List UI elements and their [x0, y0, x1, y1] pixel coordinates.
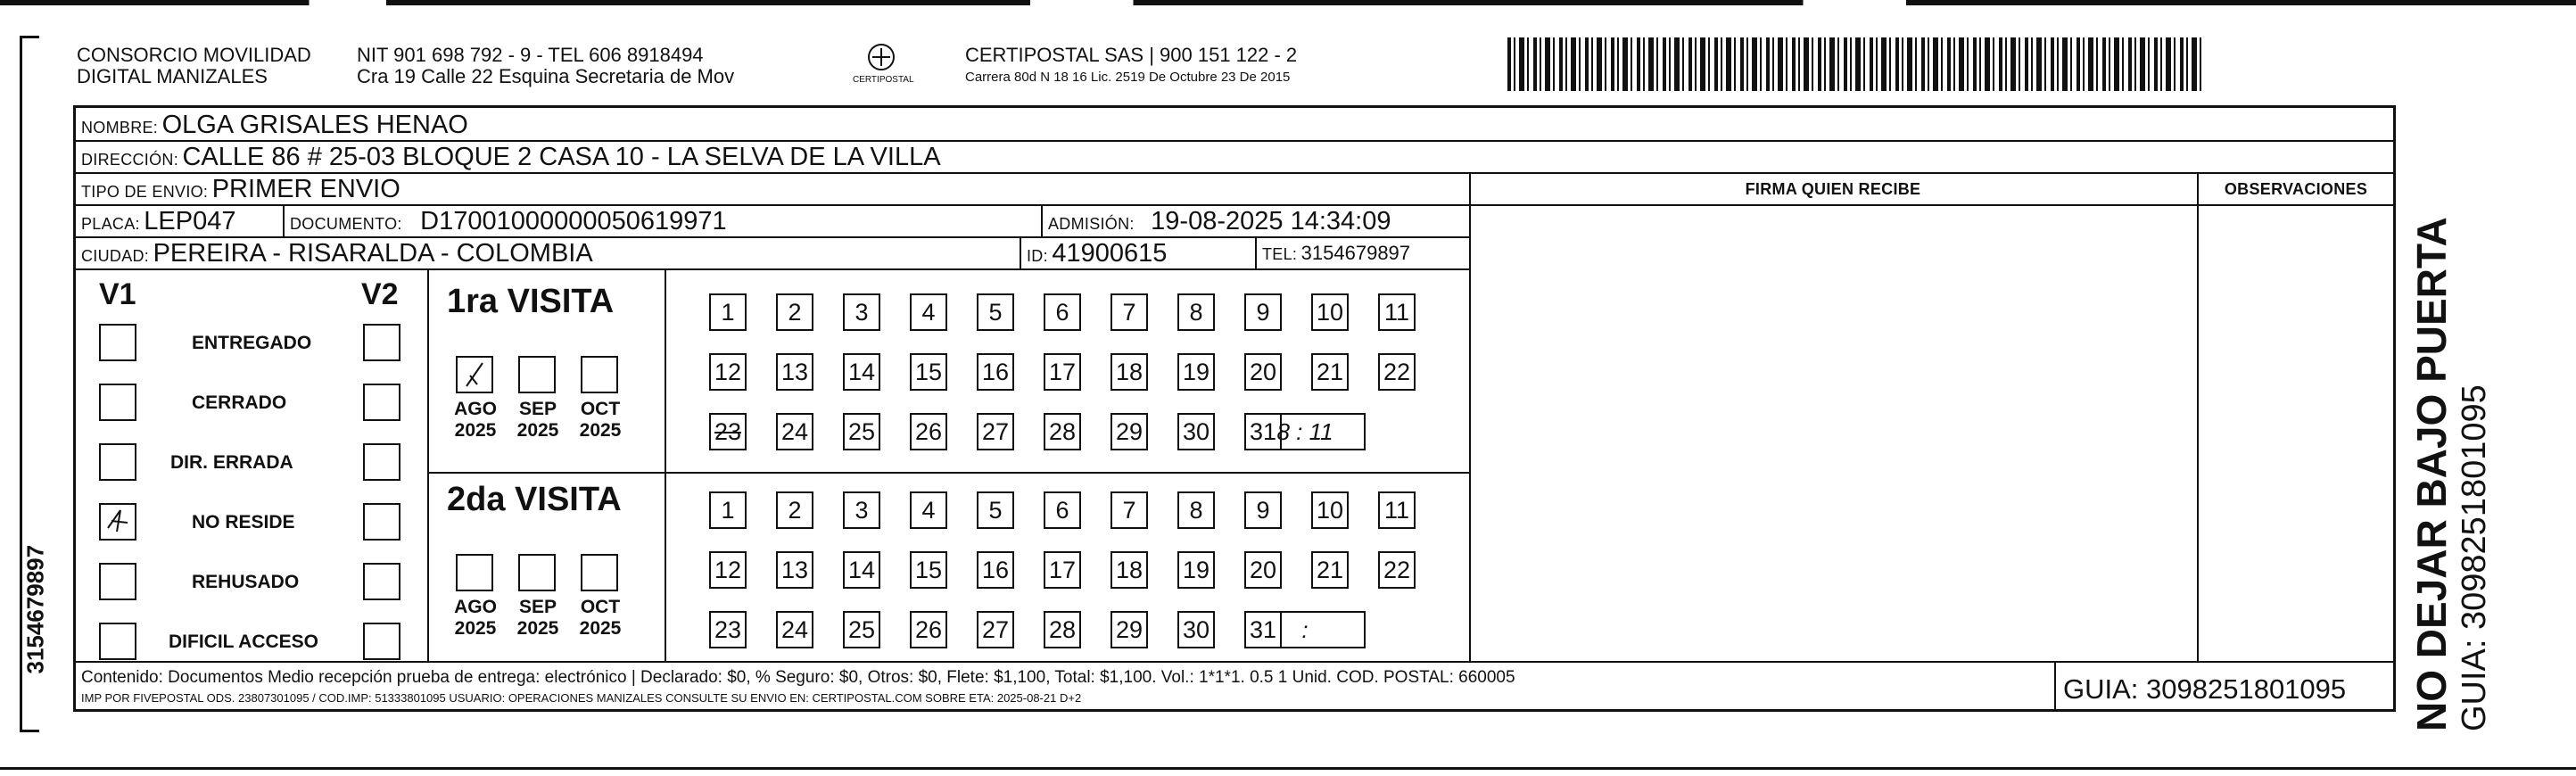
day-box[interactable]: 19	[1177, 353, 1215, 391]
documento-value: D17001000000050619971	[420, 207, 727, 235]
day-box[interactable]: 6	[1044, 293, 1081, 331]
v2-checkbox[interactable]	[363, 563, 400, 600]
day-box[interactable]: 27	[977, 413, 1014, 450]
ciudad-value: PEREIRA - RISARALDA - COLOMBIA	[153, 239, 593, 268]
day-box[interactable]: 17	[1044, 551, 1081, 589]
id-label: ID:	[1027, 247, 1048, 265]
left-margin-border-bottom	[20, 730, 39, 732]
observaciones-header	[2199, 174, 2393, 206]
day-box[interactable]: 20	[1244, 353, 1282, 391]
day-box[interactable]: 23	[709, 413, 747, 450]
tel-field	[1262, 238, 1410, 271]
day-box[interactable]: 9	[1244, 293, 1282, 331]
day-box[interactable]: 26	[910, 611, 947, 648]
month-checkbox[interactable]	[456, 356, 493, 393]
day-box[interactable]: 25	[843, 611, 880, 648]
month-checkbox[interactable]	[518, 356, 556, 393]
day-box[interactable]: 24	[776, 611, 813, 648]
col-tel-sep	[1255, 236, 1257, 268]
day-box[interactable]: 15	[910, 353, 947, 391]
observaciones-label: OBSERVACIONES	[2224, 180, 2368, 198]
day-box[interactable]: 22	[1378, 353, 1416, 391]
day-box[interactable]: 15	[910, 551, 947, 589]
carrier-line1: CERTIPOSTAL SAS | 900 151 122 - 2	[965, 44, 1298, 66]
status-label: ENTREGADO	[192, 333, 312, 353]
company-line1: CONSORCIO MOVILIDAD	[77, 44, 311, 66]
month-label: AGO	[454, 597, 497, 617]
year-label: 2025	[516, 420, 559, 441]
tipo-label: TIPO DE ENVIO:	[81, 183, 209, 201]
direccion-label: DIRECCIÓN:	[81, 151, 179, 169]
v1-header: V1	[99, 277, 136, 311]
v2-checkbox[interactable]	[363, 443, 400, 481]
month-label: SEP	[518, 597, 557, 617]
carrier-line2: Carrera 80d N 18 16 Lic. 2519 De Octubre 23 De 2015	[965, 70, 1291, 85]
ciudad-field	[81, 238, 593, 273]
right-vertical-warning	[2408, 217, 2506, 731]
day-box[interactable]: 1	[709, 491, 747, 529]
right-guia-text: GUIA: 3098251801095	[2456, 384, 2493, 731]
day-box[interactable]: 16	[977, 551, 1014, 589]
col-visits-sep	[427, 268, 429, 661]
day-box[interactable]: 10	[1311, 293, 1349, 331]
year-label: 2025	[516, 618, 559, 639]
day-box[interactable]: 4	[910, 491, 947, 529]
footer-line	[76, 661, 2393, 663]
v1-checkbox[interactable]	[99, 623, 136, 660]
day-box[interactable]: 3	[843, 293, 880, 331]
month-checkbox[interactable]	[518, 554, 556, 591]
day-box[interactable]: 9	[1244, 491, 1282, 529]
day-box[interactable]: 18	[1110, 353, 1148, 391]
col-placa-sep	[283, 204, 285, 236]
placa-field	[81, 206, 236, 241]
left-phone-vertical: 3154679897	[21, 544, 49, 674]
v2-checkbox[interactable]	[363, 384, 400, 421]
year-label: 2025	[579, 618, 622, 639]
month-label: SEP	[518, 399, 557, 419]
nit-line: NIT 901 698 792 - 9 - TEL 606 8918494	[357, 44, 704, 66]
day-box[interactable]: 31	[1244, 413, 1282, 450]
day-box[interactable]: 7	[1110, 293, 1148, 331]
tipo-row	[81, 174, 400, 209]
day-box[interactable]: 14	[843, 353, 880, 391]
status-label: DIFICIL ACCESO	[169, 632, 319, 652]
day-box[interactable]: 2	[776, 293, 813, 331]
col-admision-sep	[1041, 204, 1043, 236]
day-box[interactable]: 8	[1177, 491, 1215, 529]
nombre-value: OLGA GRISALES HENAO	[161, 111, 468, 139]
col-obs-left	[2197, 172, 2199, 661]
day-box[interactable]: 6	[1044, 491, 1081, 529]
day-box[interactable]: 30	[1177, 611, 1215, 648]
year-label: 2025	[454, 618, 497, 639]
month-label: OCT	[580, 597, 621, 617]
admision-field	[1048, 206, 1391, 241]
day-box[interactable]: 25	[843, 413, 880, 450]
day-box[interactable]: 23	[709, 611, 747, 648]
company-line2: DIGITAL MANIZALES	[77, 65, 268, 87]
direccion-row	[81, 142, 941, 177]
col-guia-sep	[2054, 661, 2056, 712]
status-label: REHUSADO	[192, 572, 300, 592]
time-box[interactable]: :	[1244, 611, 1366, 648]
v1-checkbox[interactable]	[99, 443, 136, 481]
day-box[interactable]: 18	[1110, 551, 1148, 589]
v2-checkbox[interactable]	[363, 623, 400, 660]
tel-value: 3154679897	[1300, 242, 1411, 264]
v2-checkbox[interactable]	[363, 324, 400, 361]
contenido-line: Contenido: Documentos Medio recepción prueba de entrega: electrónico | Declarado: $0, % Seguro: $0, Otros: $0, Flete: $1,100, Total: $1,100. Vol.: 1*1*1. 0.5 1 Unid. COD. POSTAL: 660005	[81, 668, 1515, 687]
day-box[interactable]: 1	[709, 293, 747, 331]
day-box[interactable]: 16	[977, 353, 1014, 391]
day-box[interactable]: 2	[776, 491, 813, 529]
day-box[interactable]: 4	[910, 293, 947, 331]
day-box[interactable]: 24	[776, 413, 813, 450]
top-edge-mark	[0, 0, 2576, 5]
time-box[interactable]: 8 : 11	[1244, 413, 1366, 450]
month-checkbox[interactable]	[581, 356, 618, 393]
day-box[interactable]: 17	[1044, 353, 1081, 391]
bottom-cut-line	[0, 767, 2576, 770]
day-box[interactable]: 11	[1378, 293, 1416, 331]
day-box[interactable]: 5	[977, 293, 1014, 331]
day-box[interactable]: 27	[977, 611, 1014, 648]
day-box[interactable]: 14	[843, 551, 880, 589]
guia-box-text: GUIA: 3098251801095	[2063, 673, 2347, 705]
v1-checkbox[interactable]	[99, 563, 136, 600]
barcode	[1507, 37, 2203, 91]
day-box[interactable]: 22	[1378, 551, 1416, 589]
v1-checkbox[interactable]	[99, 384, 136, 421]
col-id-sep	[1020, 236, 1021, 268]
placa-label: PLACA:	[81, 215, 140, 233]
tipo-value: PRIMER ENVIO	[211, 175, 400, 203]
left-margin-border-top	[20, 36, 39, 38]
year-label: 2025	[579, 420, 622, 441]
day-box[interactable]: 20	[1244, 551, 1282, 589]
day-box[interactable]: 28	[1044, 611, 1081, 648]
day-box[interactable]: 13	[776, 353, 813, 391]
col-firma-left	[1469, 172, 1471, 661]
year-label: 2025	[454, 420, 497, 441]
id-field	[1027, 238, 1167, 273]
day-box[interactable]: 7	[1110, 491, 1148, 529]
firma-label: FIRMA QUIEN RECIBE	[1745, 180, 1921, 198]
logo-caption: CERTIPOSTAL	[853, 75, 914, 85]
day-box[interactable]: 21	[1311, 551, 1349, 589]
v2-checkbox[interactable]	[363, 503, 400, 541]
nombre-label: NOMBRE:	[81, 119, 159, 136]
month-checkbox[interactable]	[581, 554, 618, 591]
day-box[interactable]: 8	[1177, 293, 1215, 331]
month-label: OCT	[580, 399, 621, 419]
direccion-value: CALLE 86 # 25-03 BLOQUE 2 CASA 10 - LA SELVA DE LA VILLA	[182, 143, 941, 171]
day-box[interactable]: 11	[1378, 491, 1416, 529]
first-visit-title: 1ra VISITA	[447, 283, 615, 320]
day-box[interactable]: 28	[1044, 413, 1081, 450]
col-days-sep	[665, 268, 666, 661]
day-box[interactable]: 30	[1177, 413, 1215, 450]
day-box[interactable]: 29	[1110, 413, 1148, 450]
day-box[interactable]: 19	[1177, 551, 1215, 589]
status-label: DIR. ERRADA	[170, 452, 293, 473]
second-visit-title: 2da VISITA	[447, 481, 622, 518]
admision-value: 19-08-2025 14:34:09	[1151, 207, 1391, 235]
month-label: AGO	[454, 399, 497, 419]
imp-line: IMP POR FIVEPOSTAL ODS. 23807301095 / COD.IMP: 51333801095 USUARIO: OPERACIONES MANIZALES CONSULTE SU ENVIO EN: CERTIPOSTAL.COM SOBRE ETA: 2025-08-21 D+2	[81, 691, 1082, 705]
id-value: 41900615	[1052, 239, 1168, 268]
visit-divider	[427, 472, 1469, 474]
nombre-row	[81, 110, 468, 144]
status-label: NO RESIDE	[192, 512, 295, 532]
no-dejar-text: NO DEJAR BAJO PUERTA	[2408, 217, 2455, 731]
placa-value: LEP047	[144, 207, 236, 235]
v2-header: V2	[361, 277, 399, 311]
firma-header	[1469, 174, 2197, 206]
day-box[interactable]: 12	[709, 551, 747, 589]
day-box[interactable]: 31	[1244, 611, 1282, 648]
v1-checkbox[interactable]	[99, 324, 136, 361]
day-box[interactable]: 26	[910, 413, 947, 450]
day-box[interactable]: 3	[843, 491, 880, 529]
month-checkbox[interactable]	[456, 554, 493, 591]
documento-field	[290, 206, 727, 241]
v1-checkbox[interactable]	[99, 503, 136, 541]
ciudad-label: CIUDAD:	[81, 247, 150, 265]
status-label: CERRADO	[192, 392, 287, 413]
address-line: Cra 19 Calle 22 Esquina Secretaria de Mov	[357, 65, 735, 87]
tel-label: TEL:	[1262, 245, 1298, 263]
day-box[interactable]: 13	[776, 551, 813, 589]
documento-label: DOCUMENTO:	[290, 215, 402, 233]
admision-label: ADMISIÓN:	[1048, 215, 1135, 233]
day-box[interactable]: 29	[1110, 611, 1148, 648]
certipostal-logo-icon	[865, 41, 897, 73]
day-box[interactable]: 21	[1311, 353, 1349, 391]
delivery-form	[73, 105, 2396, 712]
day-box[interactable]: 10	[1311, 491, 1349, 529]
day-box[interactable]: 12	[709, 353, 747, 391]
day-box[interactable]: 5	[977, 491, 1014, 529]
